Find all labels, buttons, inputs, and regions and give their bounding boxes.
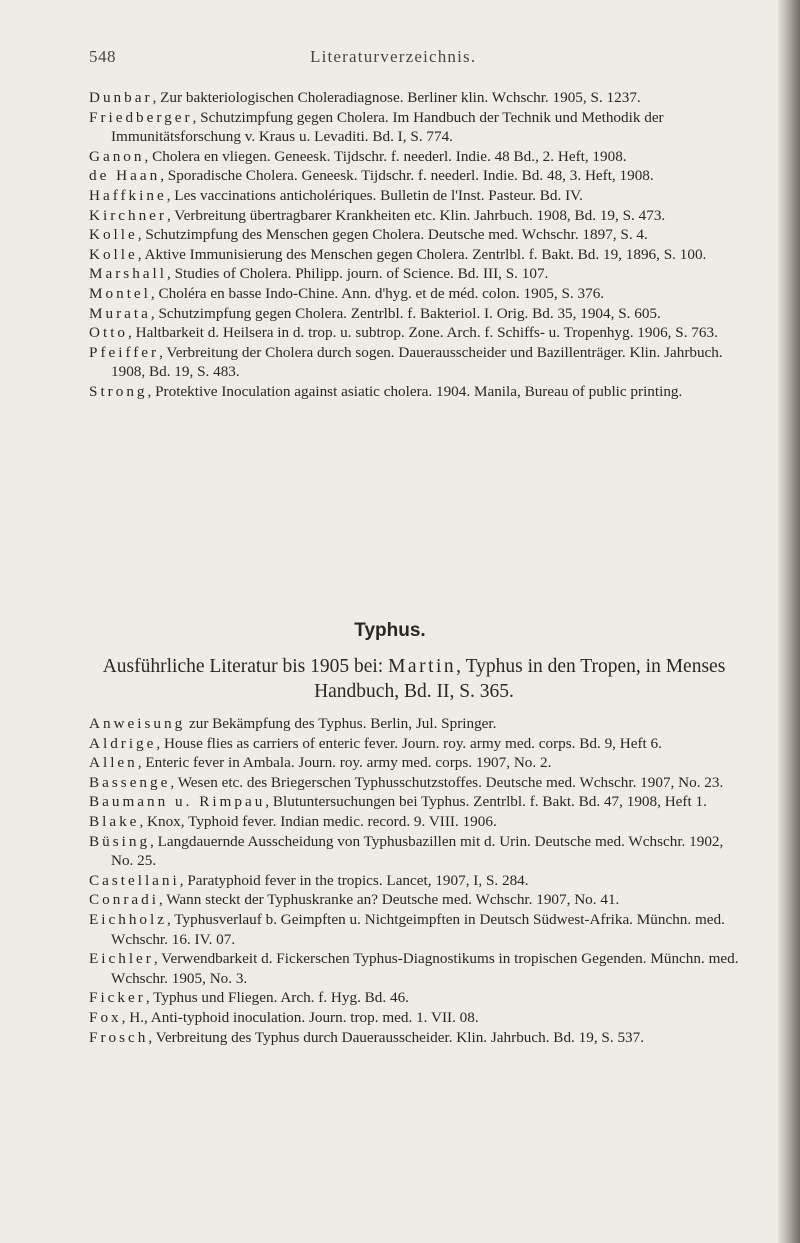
reference-entry — [89, 871, 739, 891]
typhus-reference-list — [89, 714, 739, 1047]
reference-entry — [89, 812, 739, 832]
subtitle-start: Ausführliche Literatur bis 1905 bei: — [102, 656, 389, 677]
reference-text: , Verwendbarkeit d. Fickerschen Typhus-Diagnostikums in tropischen Gegenden. Münchn. med. Wchschr. 1905, No. 3. — [111, 950, 739, 987]
reference-text: , House flies as carriers of enteric fever. Journ. roy. army med. corps. Bd. 9, Heft 6. — [156, 734, 662, 752]
section-subtitle — [89, 654, 739, 704]
reference-text: , Choléra en basse Indo-Chine. Ann. d'hyg. et de méd. colon. 1905, S. 376. — [150, 284, 605, 302]
reference-author: Blake — [89, 812, 140, 830]
reference-author: Büsing — [89, 832, 151, 850]
reference-text: zur Bekämpfung des Typhus. Berlin, Jul. Springer. — [185, 715, 497, 732]
page-number: 548 — [89, 47, 116, 66]
reference-entry — [89, 166, 739, 186]
reference-author: Pfeiffer — [89, 343, 160, 361]
reference-author: Allen — [89, 754, 138, 772]
reference-text: , Aktive Immunisierung des Menschen gegen Cholera. Zentrlbl. f. Bakt. Bd. 19, 1896, S. 100. — [137, 245, 707, 263]
reference-author: Kolle — [89, 226, 138, 244]
reference-entry — [89, 304, 739, 324]
reference-text: , Verbreitung übertragbarer Krankheiten etc. Klin. Jahrbuch. 1908, Bd. 19, S. 473. — [166, 206, 666, 224]
reference-text: , Typhus und Fliegen. Arch. f. Hyg. Bd. 46. — [145, 989, 409, 1007]
reference-text: , Wann steckt der Typhuskranke an? Deutsche med. Wchschr. 1907, No. 41. — [158, 891, 620, 909]
reference-text: , Schutzimpfung des Menschen gegen Cholera. Deutsche med. Wchschr. 1897, S. 4. — [137, 226, 648, 244]
reference-author: Haffkine — [89, 186, 167, 204]
reference-author: de Haan — [89, 167, 161, 185]
reference-author: Frosch — [89, 1028, 149, 1046]
reference-text: , Verbreitung der Cholera durch sogen. Dauerausscheider und Bazillenträger. Klin. Jahrbuch. 1908, Bd. 19, S. 483. — [111, 343, 723, 381]
reference-entry — [89, 225, 739, 245]
reference-entry — [89, 832, 739, 871]
reference-entry — [89, 264, 739, 284]
reference-text: , Cholera en vliegen. Geneesk. Tijdschr. f. neederl. Indie. 48 Bd., 2. Heft, 1908. — [144, 147, 627, 165]
reference-entry — [89, 323, 739, 343]
reference-author: Dunbar — [89, 89, 153, 106]
reference-author: Eichholz — [89, 910, 167, 928]
reference-author: Strong — [89, 382, 148, 400]
subtitle-author: Martin — [388, 656, 457, 677]
reference-author: Friedberger — [89, 108, 193, 126]
reference-text: , Sporadische Cholera. Geneesk. Tijdschr. f. neederl. Indie. Bd. 48, 3. Heft, 1908. — [160, 167, 654, 185]
reference-entry — [89, 988, 739, 1008]
reference-entry — [89, 1028, 739, 1048]
reference-text: , Zur bakteriologischen Choleradiagnose. Berliner klin. Wchschr. 1905, S. 1237. — [152, 89, 641, 106]
reference-entry — [89, 343, 739, 382]
reference-text: , Haltbarkeit d. Heilsera in d. trop. u. subtrop. Zone. Arch. f. Schiffs- u. Tropenhyg. 1906, S. 763. — [128, 324, 718, 342]
reference-entry — [89, 88, 739, 108]
reference-text: , Knox, Typhoid fever. Indian medic. record. 9. VIII. 1906. — [139, 812, 497, 830]
reference-entry — [89, 890, 739, 910]
page-edge-shadow — [778, 0, 800, 1243]
reference-author: Murata — [89, 304, 151, 322]
reference-text: , Enteric fever in Ambala. Journ. roy. army med. corps. 1907, No. 2. — [137, 754, 552, 772]
reference-entry — [89, 186, 739, 206]
reference-author: Montel — [89, 284, 151, 302]
reference-entry — [89, 245, 739, 265]
reference-text: , Blutuntersuchungen bei Typhus. Zentrlbl. f. Bakt. Bd. 47, 1908, Heft 1. — [265, 793, 707, 811]
reference-text: , Studies of Cholera. Philipp. journ. of Science. Bd. III, S. 107. — [167, 265, 549, 283]
reference-entry — [89, 949, 739, 988]
reference-text: , Schutzimpfung gegen Cholera. Zentrlbl. f. Bakteriol. I. Orig. Bd. 35, 1904, S. 605. — [150, 304, 661, 322]
reference-entry — [89, 792, 739, 812]
reference-author: Otto — [89, 324, 129, 342]
reference-text: , Verbreitung des Typhus durch Dauerausscheider. Klin. Jahrbuch. Bd. 19, S. 537. — [148, 1028, 645, 1046]
reference-author: Ficker — [89, 989, 146, 1007]
reference-author: Castellani — [89, 871, 180, 889]
reference-entry — [89, 147, 739, 167]
reference-entry — [89, 910, 739, 949]
reference-entry — [89, 284, 739, 304]
section-heading: Typhus. — [354, 620, 426, 641]
reference-author: Aldrige — [89, 734, 157, 752]
reference-text: , Wesen etc. des Briegerschen Typhusschutzstoffes. Deutsche med. Wchschr. 1907, No. 23. — [170, 773, 724, 791]
reference-author: Eichler — [89, 950, 154, 968]
reference-text: , Les vaccinations anticholériques. Bulletin de l'Inst. Pasteur. Bd. IV. — [166, 186, 583, 204]
page-header — [89, 47, 709, 73]
reference-author: Kolle — [89, 245, 138, 263]
reference-entry — [89, 1008, 739, 1028]
reference-text: , Typhusverlauf b. Geimpften u. Nichtgeimpften in Deutsch Südwest-Afrika. Münchn. med. Wchschr. 16. IV. 07. — [111, 910, 725, 948]
cholera-reference-list — [89, 88, 739, 402]
reference-author: Anweisung — [89, 715, 186, 732]
reference-entry — [89, 206, 739, 226]
reference-author: Marshall — [89, 265, 167, 283]
subtitle-end: , Typhus in den Tropen, in Menses Handbuch, Bd. II, S. 365. — [314, 656, 726, 702]
reference-author: Ganon — [89, 147, 145, 165]
reference-entry — [89, 734, 739, 754]
reference-text: , Schutzimpfung gegen Cholera. Im Handbuch der Technik und Methodik der Immunitätsforschung v. Kraus u. Levaditi. Bd. I, S. 774. — [111, 108, 664, 146]
reference-entry — [89, 108, 739, 147]
reference-entry — [89, 714, 739, 734]
running-title: Literaturverzeichnis. — [310, 47, 477, 66]
reference-author: Baumann u. Rimpau — [89, 793, 266, 811]
reference-text: , H., Anti-typhoid inoculation. Journ. trop. med. 1. VII. 08. — [121, 1008, 479, 1026]
reference-text: , Paratyphoid fever in the tropics. Lancet, 1907, I, S. 284. — [179, 871, 529, 889]
reference-text: , Protektive Inoculation against asiatic cholera. 1904. Manila, Bureau of public printing. — [147, 382, 683, 400]
reference-author: Bassenge — [89, 773, 171, 791]
reference-author: Kirchner — [89, 206, 167, 224]
reference-entry — [89, 753, 739, 773]
reference-author: Conradi — [89, 891, 159, 909]
reference-entry — [89, 382, 739, 402]
reference-entry — [89, 773, 739, 793]
reference-author: Fox — [89, 1008, 122, 1026]
reference-text: , Langdauernde Ausscheidung von Typhusbazillen mit d. Urin. Deutsche med. Wchschr. 1902, No. 25. — [111, 832, 724, 870]
